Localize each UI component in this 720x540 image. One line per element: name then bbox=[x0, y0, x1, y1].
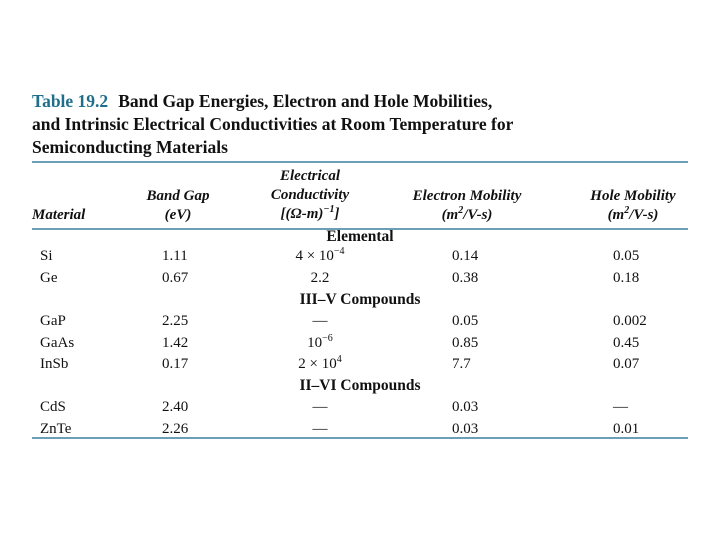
cell-electron-mobility: 0.05 bbox=[452, 313, 479, 329]
table-caption bbox=[32, 90, 692, 159]
cell-band-gap: 2.40 bbox=[162, 399, 189, 415]
group-heading: II–VI Compounds bbox=[299, 377, 421, 394]
cell-hole-mobility: 0.05 bbox=[613, 248, 640, 264]
header-hole-label: Hole Mobility bbox=[590, 188, 676, 204]
conductivity-exponent: −6 bbox=[322, 332, 333, 344]
conductivity-exponent: −4 bbox=[333, 246, 345, 257]
cell-material: Si bbox=[40, 248, 53, 264]
cell-hole-mobility: 0.01 bbox=[613, 420, 640, 437]
cell-electron-mobility: 0.03 bbox=[452, 420, 479, 437]
cell-conductivity bbox=[260, 333, 380, 353]
cell-band-gap: 2.25 bbox=[162, 313, 189, 329]
header-conductivity-line1: Electrical bbox=[280, 168, 340, 184]
bottom-rule bbox=[32, 437, 688, 439]
header-electron-unit: $(m^2/V-s)$ bbox=[441, 205, 493, 223]
group-heading: III–V Compounds bbox=[299, 291, 421, 308]
cell-electron-mobility: 0.85 bbox=[452, 334, 479, 351]
cell-hole-mobility: 0.002 bbox=[613, 313, 647, 329]
cell-material: ZnTe bbox=[40, 420, 72, 437]
header-conductivity bbox=[240, 167, 380, 224]
cell-conductivity bbox=[260, 246, 380, 266]
cell-electron-mobility: 0.38 bbox=[452, 269, 479, 286]
cell-conductivity bbox=[260, 311, 380, 331]
header-conductivity-unit: $[(\Omega-m)^{-1}]$ bbox=[280, 204, 340, 222]
conductivity-base: 2 × 10 bbox=[298, 356, 337, 372]
conductivity-base: 2.2 bbox=[310, 269, 330, 286]
cell-hole-mobility: 0.18 bbox=[613, 269, 640, 286]
table-number: Table 19.2 bbox=[32, 91, 109, 111]
cell-material: GaAs bbox=[40, 334, 75, 351]
cell-conductivity bbox=[260, 419, 380, 439]
cell-conductivity bbox=[260, 268, 380, 288]
cell-material: InSb bbox=[40, 356, 69, 372]
cell-electron-mobility: 7.7 bbox=[452, 356, 471, 372]
cell-band-gap: 0.67 bbox=[162, 269, 189, 286]
cell-electron-mobility: 0.03 bbox=[452, 399, 479, 415]
cell-band-gap: 2.26 bbox=[162, 420, 189, 437]
cell-conductivity bbox=[260, 354, 380, 374]
cell-band-gap: 1.11 bbox=[162, 248, 188, 264]
conductivity-base: — bbox=[312, 399, 328, 415]
cell-band-gap: 1.42 bbox=[162, 334, 189, 351]
cell-electron-mobility: 0.14 bbox=[452, 248, 479, 264]
caption-line-1: Band Gap Energies, Electron and Hole Mobilities, bbox=[118, 91, 493, 111]
header-electron-mobility bbox=[392, 187, 542, 225]
cell-band-gap: 0.17 bbox=[162, 356, 189, 372]
header-hole-mobility bbox=[568, 187, 698, 225]
conductivity-base: 4 × 10 bbox=[295, 248, 334, 264]
cell-material: GaP bbox=[40, 313, 66, 329]
conductivity-base: — bbox=[312, 313, 328, 329]
caption-line-3: Semiconducting Materials bbox=[32, 137, 228, 157]
conductivity-base: 10 bbox=[307, 334, 323, 351]
header-hole-unit: $(m^2/V-s)$ bbox=[607, 205, 659, 223]
conductivity-exponent: 4 bbox=[336, 354, 342, 365]
cell-conductivity bbox=[260, 397, 380, 417]
header-band-gap-label: Band Gap bbox=[146, 188, 210, 204]
header-conductivity-line2: Conductivity bbox=[270, 187, 350, 203]
header-material: Material bbox=[32, 207, 86, 223]
header-band-gap bbox=[128, 187, 228, 225]
cell-hole-mobility: 0.07 bbox=[613, 356, 640, 372]
cell-material: CdS bbox=[40, 399, 66, 415]
conductivity-base: — bbox=[312, 420, 328, 437]
cell-material: Ge bbox=[40, 269, 58, 286]
group-heading: Elemental bbox=[326, 228, 394, 245]
header-band-gap-unit: (eV) bbox=[164, 207, 192, 223]
header-electron-label: Electron Mobility bbox=[412, 188, 522, 204]
cell-hole-mobility: 0.45 bbox=[613, 334, 640, 351]
caption-line-2: and Intrinsic Electrical Conductivities at Room Temperature for bbox=[32, 114, 514, 134]
top-rule bbox=[32, 161, 688, 163]
cell-hole-mobility: — bbox=[613, 399, 628, 415]
